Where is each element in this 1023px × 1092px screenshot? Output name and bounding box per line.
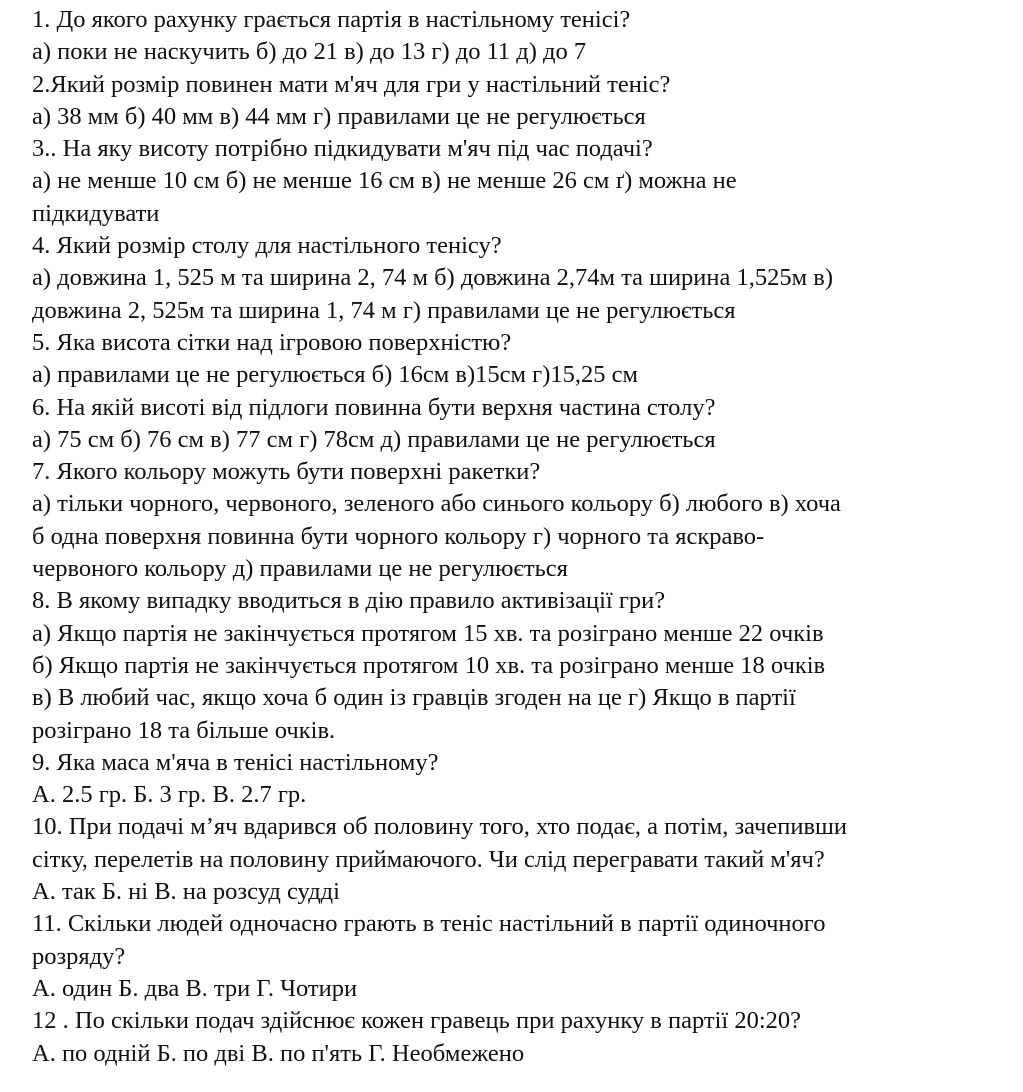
q2-question: 2.Який розмір повинен мати м'яч для гри у настільний теніс? — [32, 70, 671, 98]
q8-answer-c-d-line-1: в) В любий час, якщо хоча б один із гравців згоден на це г) Якщо в партії — [32, 684, 796, 712]
q8-answer-c-d-line-2: розіграно 18 та більше очків. — [32, 716, 336, 744]
q5-question: 5. Яка висота сітки над ігровою поверхністю? — [32, 328, 512, 356]
q4-question: 4. Який розмір столу для настільного тенісу? — [32, 232, 502, 260]
q2-answers: а) 38 мм б) 40 мм в) 44 мм г) правилами це не регулюється — [32, 102, 646, 130]
q8-answer-a: а) Якщо партія не закінчується протягом 15 хв. та розіграно менше 22 очків — [32, 619, 824, 647]
q3-question: 3.. На яку висоту потрібно підкидувати м'яч під час подачі? — [32, 135, 653, 163]
q6-question: 6. На якій висоті від підлоги повинна бути верхня частина столу? — [32, 393, 716, 421]
q3-answers-line-2: підкидувати — [32, 199, 160, 227]
q8-answer-b: б) Якщо партія не закінчується протягом 10 хв. та розіграно менше 18 очків — [32, 651, 826, 679]
q11-answers: А. один Б. два В. три Г. Чотири — [32, 974, 358, 1002]
q7-answers-line-1: а) тільки чорного, червоного, зеленого або синього кольору б) любого в) хоча — [32, 490, 841, 518]
q11-question-line-2: розряду? — [32, 942, 126, 970]
q9-question: 9. Яка маса м'яча в тенісі настільному? — [32, 748, 439, 776]
q7-question: 7. Якого кольору можуть бути поверхні ракетки? — [32, 458, 541, 486]
q6-answers: а) 75 см б) 76 см в) 77 см г) 78см д) правилами це не регулюється — [32, 425, 716, 453]
q4-answers-line-1: а) довжина 1, 525 м та ширина 2, 74 м б) довжина 2,74м та ширина 1,525м в) — [32, 264, 834, 292]
q10-answers: А. так Б. ні В. на розсуд судді — [32, 878, 340, 906]
q7-answers-line-2: б одна поверхня повинна бути чорного кольору г) чорного та яскраво- — [32, 522, 765, 550]
q9-answers: А. 2.5 гр. Б. 3 гр. В. 2.7 гр. — [32, 781, 307, 809]
q10-question-line-2: сітку, перелетів на половину приймаючого. Чи слід перегравати такий м'яч? — [32, 845, 825, 873]
q10-question-line-1: 10. При подачі м’яч вдарився об половину того, хто подає, а потім, зачепивши — [32, 813, 848, 841]
q12-question: 12 . По скільки подач здійснює кожен гравець при рахунку в партії 20:20? — [32, 1007, 802, 1035]
q8-question: 8. В якому випадку вводиться в дію правило активізації гри? — [32, 587, 666, 615]
q12-answers: А. по одній Б. по дві В. по п'ять Г. Необмежено — [32, 1039, 525, 1067]
q11-question-line-1: 11. Скільки людей одночасно грають в теніс настільний в партії одиночного — [32, 910, 826, 938]
q1-answers: а) поки не наскучить б) до 21 в) до 13 г) до 11 д) до 7 — [32, 38, 587, 66]
q5-answers: а) правилами це не регулюється б) 16см в)15см г)15,25 см — [32, 361, 638, 389]
q3-answers-line-1: а) не менше 10 см б) не менше 16 см в) не менше 26 см ґ) можна не — [32, 167, 737, 195]
q1-question: 1. До якого рахунку грається партія в настільному тенісі? — [32, 6, 631, 33]
q4-answers-line-2: довжина 2, 525м та ширина 1, 74 м г) правилами це не регулюється — [32, 296, 736, 324]
q7-answers-line-3: червоного кольору д) правилами це не регулюється — [32, 555, 568, 583]
